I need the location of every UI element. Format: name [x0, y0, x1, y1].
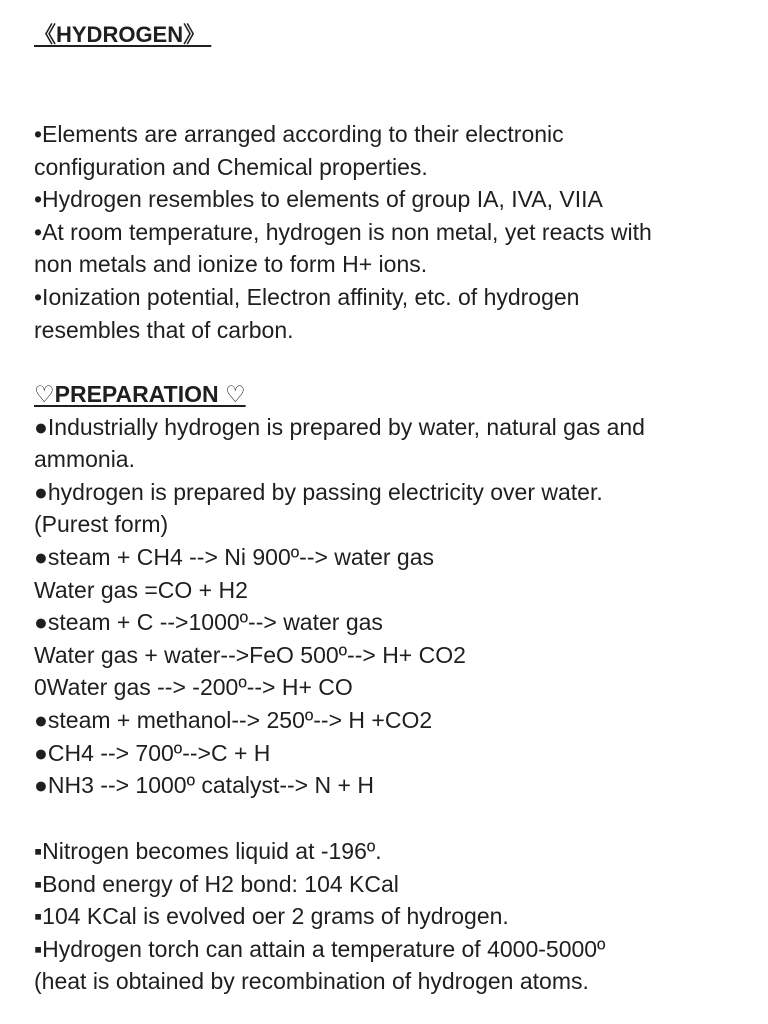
intro-section — [34, 118, 746, 346]
text-line: ▪104 KCal is evolved oer 2 grams of hydrogen. — [34, 903, 509, 930]
text-line: ●steam + C -->1000º--> water gas — [34, 609, 383, 636]
text-line: non metals and ionize to form H+ ions. — [34, 251, 428, 278]
preparation-section — [34, 378, 746, 802]
text-line: ●NH3 --> 1000º catalyst--> N + H — [34, 772, 374, 799]
preparation-heading: ♡PREPARATION ♡ — [34, 381, 246, 407]
text-line: ammonia. — [34, 446, 135, 473]
text-line: ●CH4 --> 700º-->C + H — [34, 739, 271, 766]
text-line: ●steam + methanol--> 250º--> H +CO2 — [34, 706, 433, 733]
text-line: ▪Bond energy of H2 bond: 104 KCal — [34, 870, 399, 897]
text-line: •At room temperature, hydrogen is non metal, yet reacts with — [34, 218, 652, 245]
text-line: Water gas + water-->FeO 500º--> H+ CO2 — [34, 641, 466, 668]
text-line: ▪Nitrogen becomes liquid at -196º. — [34, 838, 382, 864]
text-line: Water gas =CO + H2 — [34, 576, 248, 603]
text-line: ●Industrially hydrogen is prepared by water, natural gas and — [34, 413, 645, 440]
text-line: •Elements are arranged according to their electronic — [34, 121, 564, 147]
text-line: (heat is obtained by recombination of hydrogen atoms. — [34, 968, 589, 995]
page-title: 《HYDROGEN》 — [34, 22, 212, 47]
facts-section — [34, 835, 746, 998]
text-line: 0Water gas --> -200º--> H+ CO — [34, 674, 353, 701]
text-line: configuration and Chemical properties. — [34, 153, 428, 180]
text-line: ●hydrogen is prepared by passing electricity over water. — [34, 478, 603, 505]
text-line: ●steam + CH4 --> Ni 900º--> water gas — [34, 543, 435, 570]
text-line: ▪Hydrogen torch can attain a temperature of 4000-5000º — [34, 935, 606, 962]
text-line: resembles that of carbon. — [34, 316, 294, 343]
text-line: •Ionization potential, Electron affinity, etc. of hydrogen — [34, 283, 580, 310]
text-line: •Hydrogen resembles to elements of group IA, IVA, VIIA — [34, 186, 603, 213]
text-line: (Purest form) — [34, 511, 169, 538]
